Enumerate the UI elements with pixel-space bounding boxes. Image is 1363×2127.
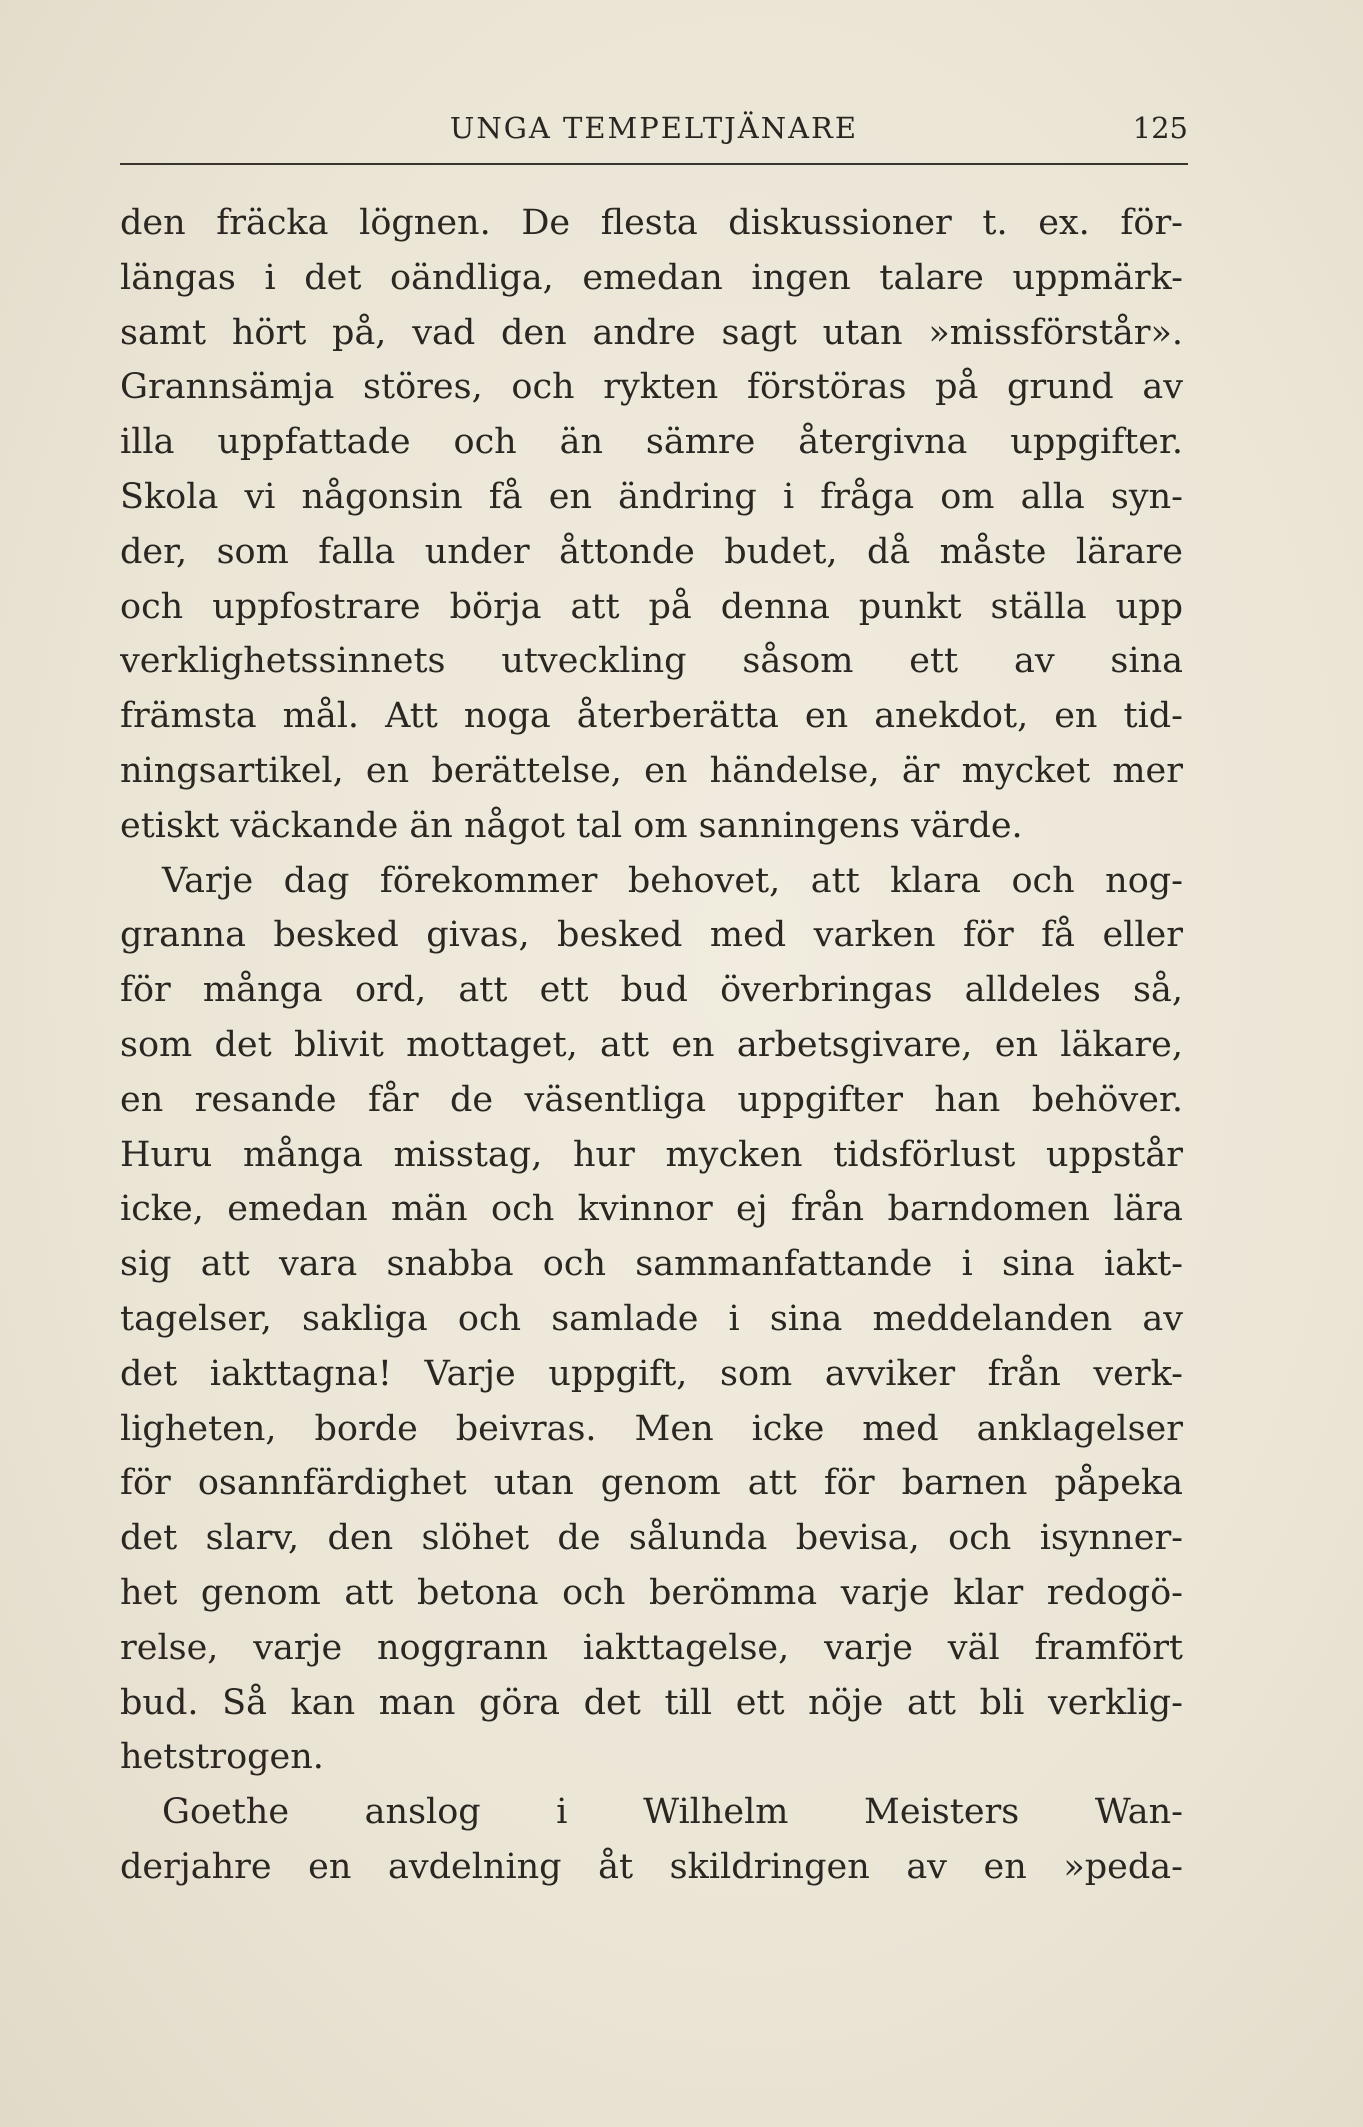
running-head [120,108,1188,148]
text-line: som det blivit mottaget, att en arbetsgivare, en läkare, [120,1024,1183,1065]
text-line: granna besked givas, besked med varken för få eller [120,915,1183,956]
text-line: etiskt väckande än något tal om sanningens värde. [120,805,1023,846]
text-line: icke, emedan män och kvinnor ej från barndomen lära [120,1189,1183,1230]
text-line: och uppfostrare börja att på denna punkt ställa upp [120,586,1183,627]
text-line: derjahre en avdelning åt skildringen av en »peda- [120,1846,1183,1887]
text-line: relse, varje noggrann iakttagelse, varje väl framfört [120,1627,1183,1668]
running-title: UNGA TEMPELTJÄNARE [449,111,859,145]
text-line: främsta mål. Att noga återberätta en anekdot, en tid- [120,696,1183,737]
text-line: hetstrogen. [120,1737,324,1778]
body-text [120,196,1183,1895]
text-line: Skola vi någonsin få en ändring i fråga om alla syn- [120,476,1183,517]
text-line: den fräcka lögnen. De flesta diskussioner t. ex. för- [120,203,1183,243]
text-line: ningsartikel, en berättelse, en händelse, är mycket mer [120,750,1183,791]
text-line: för många ord, att ett bud överbringas alldeles så, [120,970,1183,1011]
page-number: 125 [1132,111,1188,145]
text-line: samt hört på, vad den andre sagt utan »missförstår». [120,312,1183,353]
text-line: för osannfärdighet utan genom att för barnen påpeka [120,1463,1183,1504]
header-rule [120,163,1188,165]
text-line: en resande får de väsentliga uppgifter han behöver. [120,1079,1183,1120]
text-line: Grannsämja störes, och rykten förstöras på grund av [120,367,1183,408]
text-line: verklighetssinnets utveckling såsom ett av sina [120,641,1183,682]
text-line: illa uppfattade och än sämre återgivna uppgifter. [120,422,1183,463]
text-line: der, som falla under åttonde budet, då måste lärare [120,531,1183,572]
text-line: längas i det oändliga, emedan ingen talare uppmärk- [120,257,1183,298]
text-line: Huru många misstag, hur mycken tidsförlust uppstår [120,1134,1183,1175]
text-line: Varje dag förekommer behovet, att klara och nog- [162,860,1183,901]
text-line: sig att vara snabba och sammanfattande i sina iakt- [120,1244,1183,1285]
text-line: tagelser, sakliga och samlade i sina meddelanden av [120,1298,1183,1339]
text-line: det iakttagna! Varje uppgift, som avviker från verk- [120,1353,1183,1394]
text-line: det slarv, den slöhet de sålunda bevisa, och isynner- [120,1518,1183,1559]
text-line: ligheten, borde beivras. Men icke med anklagelser [120,1408,1183,1449]
text-line: het genom att betona och berömma varje klar redogö- [120,1572,1183,1613]
text-line: bud. Så kan man göra det till ett nöje att bli verklig- [120,1682,1183,1723]
text-line: Goethe anslog i Wilhelm Meisters Wan- [162,1792,1183,1833]
